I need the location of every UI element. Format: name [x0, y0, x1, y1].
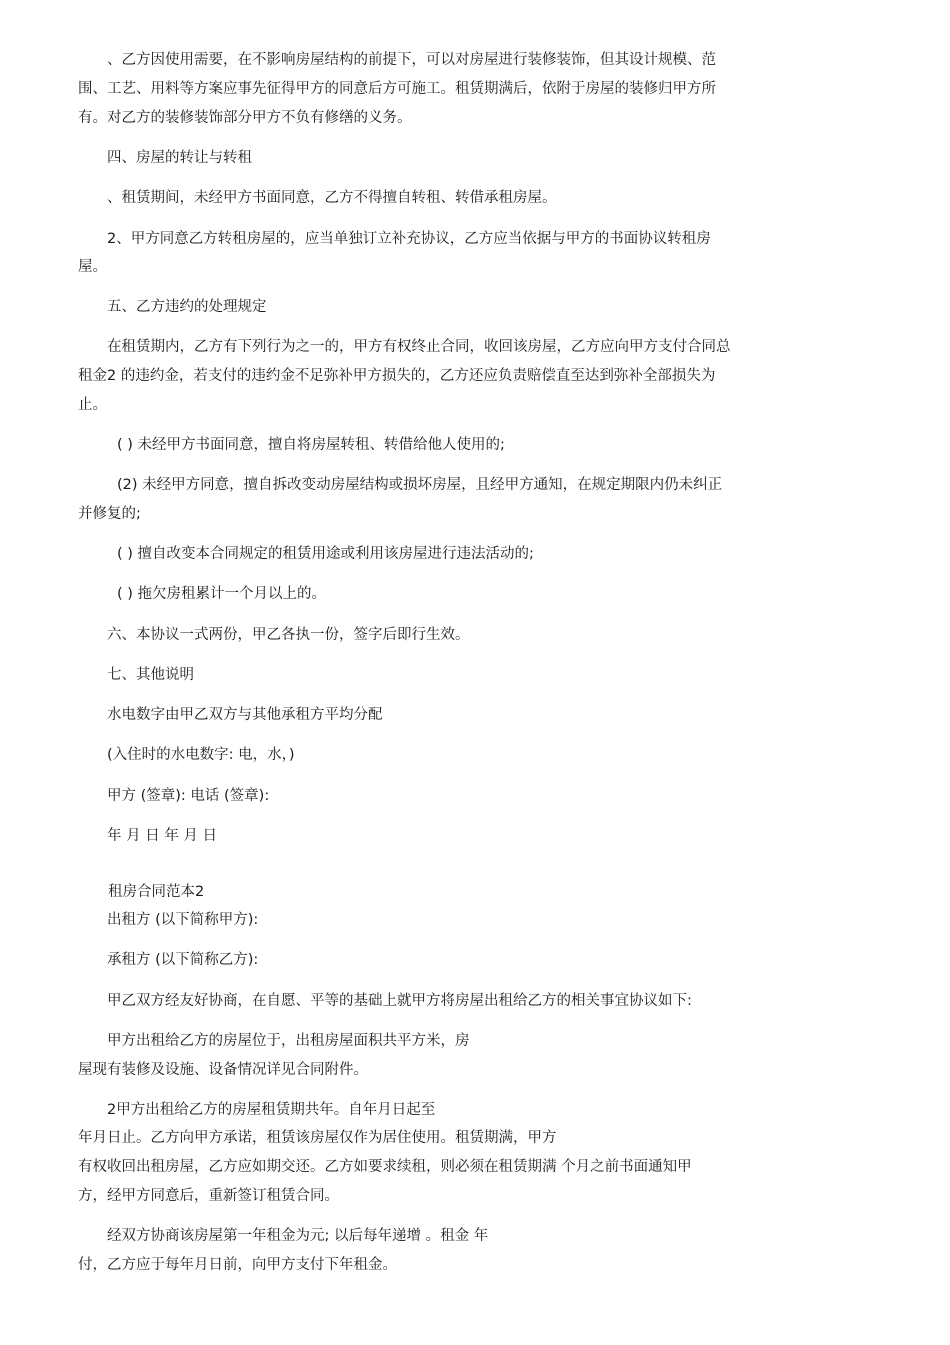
text-line: 、租赁期间，未经甲方书面同意，乙方不得擅自转租、转借承租房屋。 — [107, 190, 557, 206]
text-line: 屋。 — [78, 259, 107, 275]
text-line: 有。对乙方的装修装饰部分甲方不负有修缮的义务。 — [78, 110, 412, 126]
text-line: 水电数字由甲乙双方与其他承租方平均分配 — [107, 707, 383, 723]
text-line: 出租方 (以下简称甲方): — [107, 912, 259, 928]
list-item: ( ) 未经甲方书面同意，擅自将房屋转租、转借给他人使用的; — [117, 437, 505, 453]
section-heading: 四、房屋的转让与转租 — [107, 150, 252, 166]
text-line: 租金2 的违约金，若支付的违约金不足弥补甲方损失的，乙方还应负责赔偿直至达到弥补全部损失为 — [78, 368, 716, 384]
text-line: 2甲方出租给乙方的房屋租赁期共年。自年月日起至 — [107, 1102, 436, 1118]
text-line: 年月日止。乙方向甲方承诺，租赁该房屋仅作为居住使用。租赁期满，甲方 — [78, 1130, 557, 1146]
text-line: 止。 — [78, 397, 107, 413]
text-line: 付，乙方应于每年月日前，向甲方支付下年租金。 — [78, 1257, 397, 1273]
text-line: 在租赁期内，乙方有下列行为之一的，甲方有权终止合同，收回该房屋，乙方应向甲方支付合同总 — [107, 339, 731, 355]
text-line: 并修复的; — [78, 506, 141, 522]
text-line: 甲乙双方经友好协商，在自愿、平等的基础上就甲方将房屋出租给乙方的相关事宜协议如下: — [107, 993, 692, 1009]
text-line: 围、工艺、用料等方案应事先征得甲方的同意后方可施工。租赁期满后，依附于房屋的装修归甲方所 — [78, 81, 716, 97]
date-line: 年 月 日 年 月 日 — [107, 828, 218, 844]
text-line: 经双方协商该房屋第一年租金为元; 以后每年递增 。租金 年 — [107, 1228, 489, 1244]
section-heading: 五、乙方违约的处理规定 — [107, 299, 267, 315]
text-line: 屋现有装修及设施、设备情况详见合同附件。 — [78, 1062, 368, 1078]
list-item: ( ) 擅自改变本合同规定的租赁用途或利用该房屋进行违法活动的; — [117, 546, 534, 562]
text-line: 承租方 (以下简称乙方): — [107, 952, 259, 968]
contract-title: 租房合同范本2 — [108, 884, 205, 900]
text-line: (入住时的水电数字: 电，水，) — [107, 747, 295, 763]
section-heading: 六、本协议一式两份，甲乙各执一份，签字后即行生效。 — [107, 627, 470, 643]
text-line: 方，经甲方同意后，重新签订租赁合同。 — [78, 1188, 339, 1204]
list-item: ( ) 拖欠房租累计一个月以上的。 — [117, 586, 327, 602]
text-line: 甲方出租给乙方的房屋位于，出租房屋面积共平方米，房 — [107, 1033, 470, 1049]
text-line: 2、甲方同意乙方转租房屋的，应当单独订立补充协议，乙方应当依据与甲方的书面协议转租房 — [107, 231, 711, 247]
text-line: 有权收回出租房屋，乙方应如期交还。乙方如要求续租，则必须在租赁期满 个月之前书面通知甲 — [78, 1159, 692, 1175]
text-line: 、乙方因使用需要，在不影响房屋结构的前提下，可以对房屋进行装修装饰，但其设计规模、范 — [107, 52, 716, 68]
section-heading: 七、其他说明 — [107, 667, 194, 683]
list-item: (2) 未经甲方同意，擅自拆改变动房屋结构或损坏房屋，且经甲方通知，在规定期限内仍未纠正 — [117, 477, 723, 493]
signature-line: 甲方 (签章): 电话 (签章): — [107, 788, 270, 804]
